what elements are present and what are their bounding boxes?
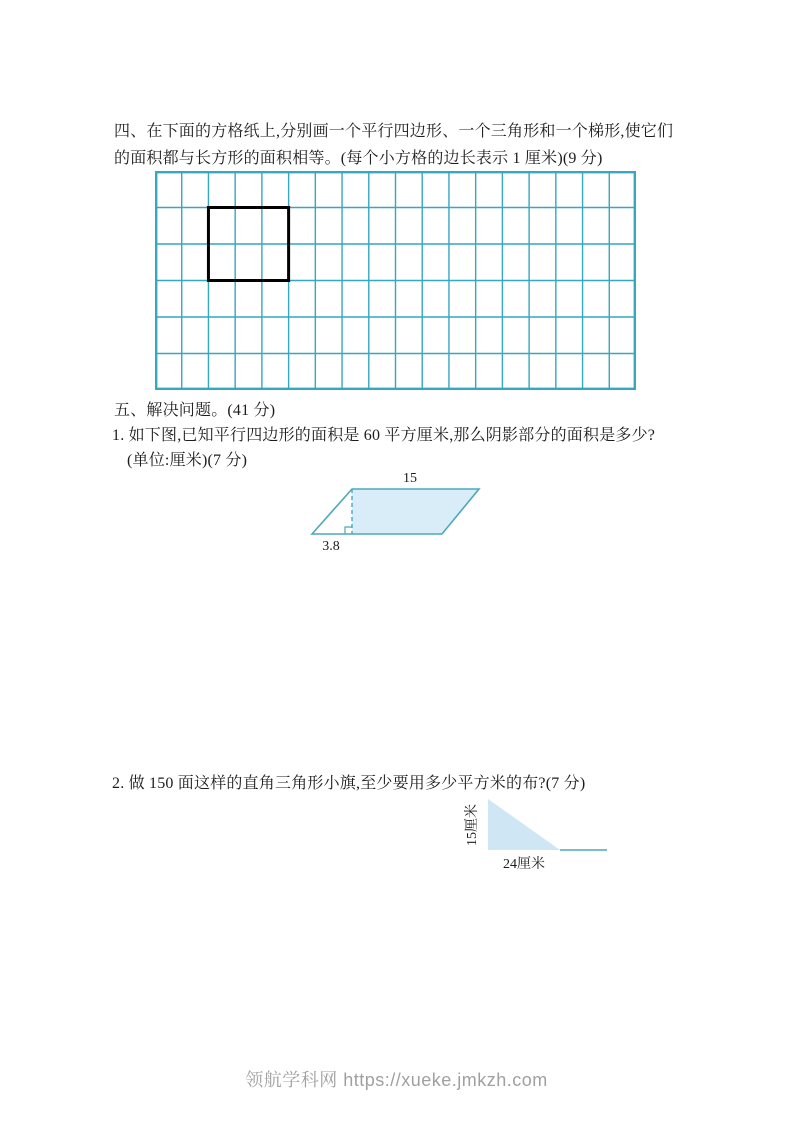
q1-text-line1: 1. 如下图,已知平行四边形的面积是 60 平方厘米,那么阴影部分的面积是多少? <box>112 427 656 444</box>
grid-paper <box>155 171 636 390</box>
footer-watermark: 领航学科网 https://xueke.jmkzh.com <box>245 1070 548 1090</box>
flag-base-label: 24厘米 <box>503 857 545 872</box>
parallelogram-base-label: 15 <box>403 471 417 486</box>
parallelogram-segment-label: 3.8 <box>322 539 340 554</box>
section5-heading: 五、解决问题。(41 分) <box>114 402 276 419</box>
q2-text: 2. 做 150 面这样的直角三角形小旗,至少要用多少平方米的布?(7 分) <box>112 775 586 792</box>
q1-text-line2: (单位:厘米)(7 分) <box>127 452 248 469</box>
section4-title-line1: 四、在下面的方格纸上,分别画一个平行四边形、一个三角形和一个梯形,使它们 <box>114 123 674 140</box>
flag-height-label: 15厘米 <box>465 804 480 846</box>
right-angle-mark <box>345 527 352 534</box>
section4-title-line2: 的面积都与长方形的面积相等。(每个小方格的边长表示 1 厘米)(9 分) <box>114 150 603 167</box>
flag-triangle-shape <box>488 799 560 850</box>
flag-triangle-figure <box>450 792 620 877</box>
parallelogram-figure <box>295 462 530 562</box>
